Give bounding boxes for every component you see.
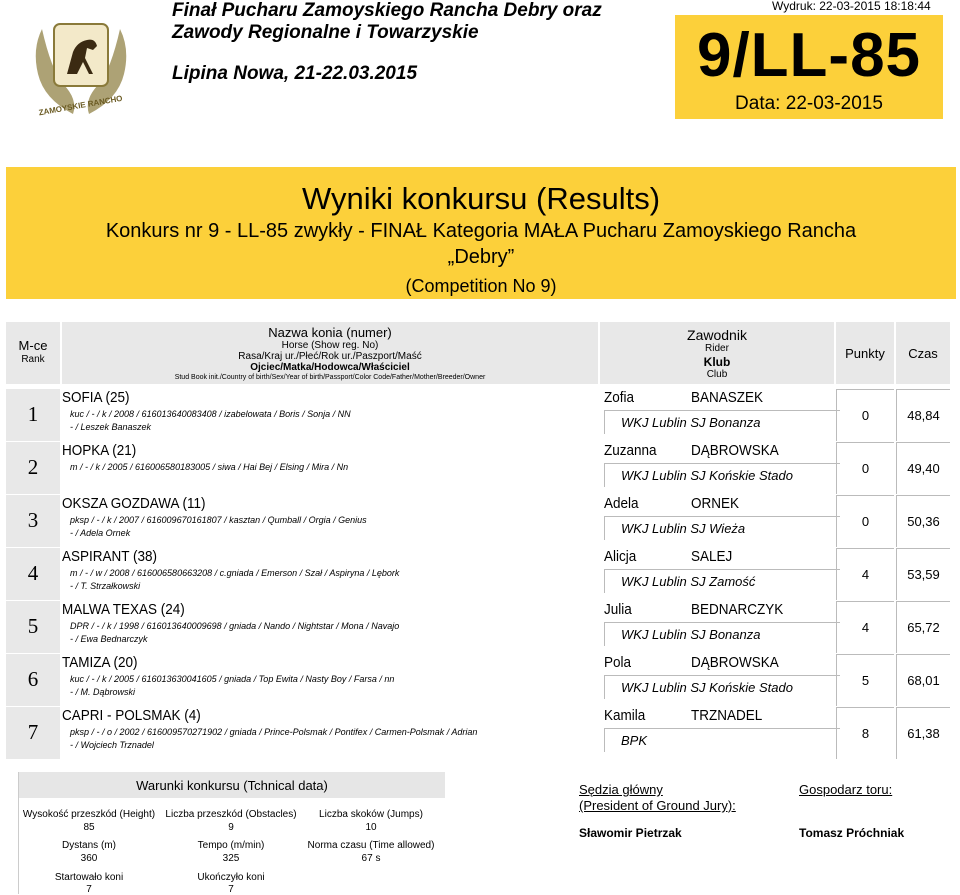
event-place-date: Lipina Nowa, 21-22.03.2015 [172,63,418,84]
started-label: Startowało koni [54,872,124,883]
rank-header-label: M-ce [18,338,48,353]
competition-date [675,93,943,115]
result-row [6,442,950,494]
date-value: 22-03-2015 [785,93,883,114]
horse-name: SOFIA (25) [62,389,130,406]
time-value: 68,01 [896,654,950,706]
height-label: Wysokość przeszkód (Height) [22,809,156,820]
rider-first-name: Alicja [604,548,637,565]
horse-header [62,322,598,384]
rider-last-name: DĄBROWSKA [691,654,779,671]
points-value: 4 [836,548,894,600]
horse-details: pksp / - / o / 2002 / 616009570271902 / gniada / Prince-Polsmak / Pontifex / Carmen-Polsmak / Adrian - / Wojciech Trznadel [70,727,478,750]
rank-value: 4 [6,548,60,600]
rank-value: 6 [6,654,60,706]
distance-label: Dystans (m) [62,840,116,851]
result-row [6,654,950,706]
horse-header-line4: Stud Book init./Country of birth/Sex/Year of birth/Passport/Color Code/Father/Mother/Breeder/Owner [174,374,486,381]
horse-name: ASPIRANT (38) [62,548,158,565]
zamoyskie-rancho-logo [22,14,140,124]
tempo-label: Tempo (m/min) [197,840,265,851]
horse-details: kuc / - / k / 2005 / 616013630041605 / gniada / Top Ewita / Nasty Boy / Farsa / nn - / M. Dąbrowski [70,674,395,697]
rider-first-name: Julia [604,601,632,618]
technical-data-title: Warunki konkursu (Tchnical data) [19,772,445,798]
club-header-en: Club [706,369,728,380]
horse-details: m / - / w / 2008 / 616006580663208 / c.gniada / Emerson / Szał / Aspiryna / Lębork - / T. Strzałkowski [70,568,400,591]
time-value: 48,84 [896,389,950,441]
time-value: 61,38 [896,707,950,759]
rider-last-name: BANASZEK [691,389,764,406]
time-value: 49,40 [896,442,950,494]
rider-last-name: TRZNADEL [691,707,763,724]
points-value: 8 [836,707,894,759]
time-allowed-value: 67 s [361,853,381,864]
points-value: 0 [836,495,894,547]
technical-data-box [18,772,444,894]
time-header: Czas [896,322,950,384]
rider-first-name: Adela [604,495,639,512]
jumps-value: 10 [365,822,377,833]
logo-text: ZAMOYSKIE RANCHO [37,93,124,118]
date-label: Data: [735,93,781,114]
jumps-label: Liczba skoków (Jumps) [319,809,423,820]
horse-name: MALWA TEXAS (24) [62,601,185,618]
jury-name: Sławomir Pietrzak [579,826,682,840]
time-value: 65,72 [896,601,950,653]
time-value: 53,59 [896,548,950,600]
result-row [6,548,950,600]
rank-value: 2 [6,442,60,494]
rank-value: 1 [6,389,60,441]
result-row [6,707,950,759]
horse-header-title: Nazwa konia (numer) [268,325,392,340]
rider-header-label: Zawodnik [687,327,747,343]
competition-subtitle-1: Konkurs nr 9 - LL-85 zwykły - FINAŁ Kategoria MAŁA Pucharu Zamoyskiego Rancha [105,220,857,242]
rider-last-name: ORNEK [691,495,740,512]
rider-header-en: Rider [705,343,729,354]
event-title-line1: Finał Pucharu Zamoyskiego Rancha Debry oraz [172,0,602,21]
points-header: Punkty [836,322,894,384]
points-value: 5 [836,654,894,706]
competition-subtitle-2: „Debry” [447,246,515,268]
points-value: 4 [836,601,894,653]
horse-name: TAMIZA (20) [62,654,138,671]
print-timestamp: Wydruk: 22-03-2015 18:18:44 [772,0,931,13]
club-name: WKJ Lublin SJ Bonanza [604,622,840,646]
rider-first-name: Zuzanna [604,442,657,459]
horse-details: kuc / - / k / 2008 / 616013640083408 / izabelowata / Boris / Sonja / NN - / Leszek Banaszek [70,409,351,432]
club-name: WKJ Lublin SJ Zamość [604,569,840,593]
horse-name: CAPRI - POLSMAK (4) [62,707,201,724]
rider-first-name: Zofia [604,389,635,406]
rank-header-en: Rank [21,354,45,365]
competition-code-box [675,15,943,119]
finished-label: Ukończyło koni [197,872,265,883]
club-header-label: Klub [703,355,731,369]
rider-header [600,322,834,384]
rider-first-name: Kamila [604,707,646,724]
club-name: BPK [604,728,840,752]
horse-details: pksp / - / k / 2007 / 616009670161807 / kasztan / Qumball / Orgia / Genius - / Adela Ornek [70,515,367,538]
results-title: Wyniki konkursu (Results) [301,181,661,216]
rider-last-name: BEDNARCZYK [691,601,784,618]
competition-code: 9/LL-85 [696,21,922,90]
height-value: 85 [83,822,95,833]
result-row [6,601,950,653]
rank-header [6,322,60,384]
club-name: WKJ Lublin SJ Końskie Stado [604,463,840,487]
horse-details: m / - / k / 2005 / 616006580183005 / siwa / Hai Bej / Elsing / Mira / Nn [70,462,349,472]
obstacles-label: Liczba przeszkód (Obstacles) [165,809,297,820]
event-title-line2: Zawody Regionalne i Towarzyskie [172,22,479,43]
horse-name: HOPKA (21) [62,442,137,459]
rider-first-name: Pola [604,654,632,671]
horse-header-line3: Ojciec/Matka/Hodowca/Właściciel [250,362,410,373]
results-banner [6,167,956,299]
rank-value: 5 [6,601,60,653]
jury-label-line1: Sędzia główny [579,782,663,797]
rank-value: 7 [6,707,60,759]
club-name: WKJ Lublin SJ Wieża [604,516,840,540]
course-designer-name: Tomasz Próchniak [799,826,905,840]
horse-header-en: Horse (Show reg. No) [281,340,379,351]
competition-subtitle-3: (Competition No 9) [405,276,557,296]
obstacles-value: 9 [228,822,234,833]
rider-last-name: DĄBROWSKA [691,442,779,459]
club-name: WKJ Lublin SJ Bonanza [604,410,840,434]
started-value: 7 [86,884,92,895]
rider-last-name: SALEJ [691,548,733,565]
course-designer-label: Gospodarz toru: [799,782,893,797]
finished-value: 7 [228,884,234,895]
time-allowed-label: Norma czasu (Time allowed) [307,840,435,851]
tempo-value: 325 [222,853,240,864]
distance-value: 360 [80,853,98,864]
result-row [6,495,950,547]
points-value: 0 [836,442,894,494]
points-value: 0 [836,389,894,441]
club-name: WKJ Lublin SJ Końskie Stado [604,675,840,699]
time-value: 50,36 [896,495,950,547]
jury-label [579,782,736,814]
result-row [6,389,950,441]
jury-label-line2: (President of Ground Jury): [579,798,736,813]
rank-value: 3 [6,495,60,547]
horse-details: DPR / - / k / 1998 / 616013640009698 / gniada / Nando / Nightstar / Mona / Navajo - / Ewa Bednarczyk [70,621,400,644]
horse-header-line2: Rasa/Kraj ur./Płeć/Rok ur./Paszport/Maść [238,351,422,362]
horse-name: OKSZA GOZDAWA (11) [62,495,206,512]
event-title [172,0,602,44]
